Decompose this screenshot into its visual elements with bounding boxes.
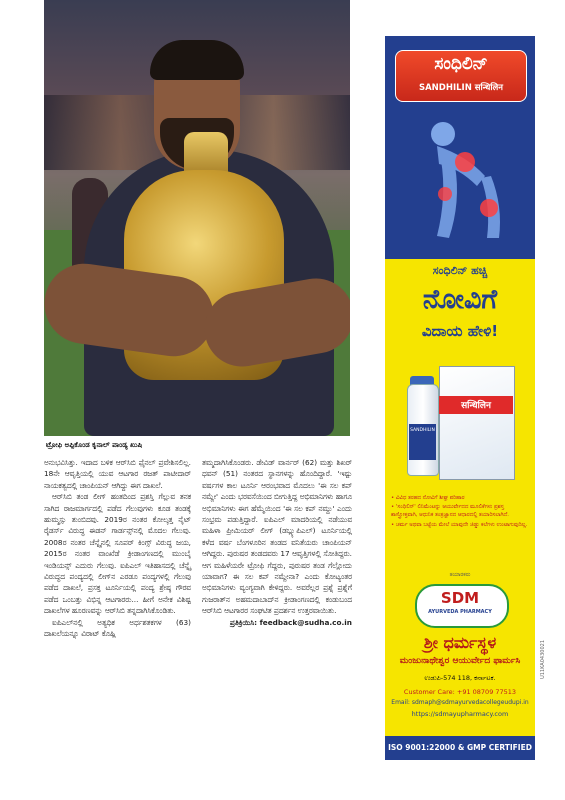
ad-top-panel — [385, 36, 535, 259]
paragraph: ಅನುಭವಿಸಿತ್ತು. ಇದಾದ ಬಳಿಕ ಆರ್‌ಸಿಬಿ ಫೈನಲ್ ಪ್ರವೇಶಿಸಲಿಲ್ಲ. 18ನೇ ಆವೃತ್ತಿಯಲ್ಲಿ ಯುವ ಆಟಗಾರ ರಜತ್ ಪಾಟೀದಾರ್ ನಾಯಕತ್ವದಲ್ಲಿ ಚಾಂಪಿಯನ್ ಆಗಿದ್ದು ಈಗ ದಾಖಲೆ. — [44, 458, 191, 490]
ad-headline-big: ನೋವಿಗೆ — [422, 284, 498, 315]
maker-label: ತಯಾರಕರು — [449, 572, 471, 578]
ad-headline-small: ಸಂಧಿಲಿನ್ ಹಚ್ಚಿ — [432, 264, 488, 277]
ad-headline-sub: ವಿದಾಯ ಹೇಳಿ! — [421, 322, 499, 340]
sdm-logo-subtext: AYURVEDA PHARMACY — [428, 609, 492, 615]
ad-code: U11KA0430021 — [540, 640, 546, 679]
pharmacy-name-line2: ಮಂಜುನಾಥೇಶ್ವರ ಆಯುರ್ವೇದ ಫಾರ್ಮಸಿ — [399, 656, 521, 666]
pharmacy-name: ಶ್ರೀ ಧರ್ಮಸ್ಥಳ — [423, 633, 497, 652]
customer-care: Customer Care: +91 08709 77513 — [403, 688, 517, 696]
ad-bullet: • ವಿವಿಧ ತರಹದ ನೋವಿಗೆ ಶೀಘ್ರ ಪರಿಹಾರ — [391, 495, 465, 501]
paragraph: ಆರ್‌ಸಿಬಿ ತಂಡ ಲೀಗ್ ಹಂತದಿಂದ ಪ್ರಶಸ್ತಿ ಗೆಲ್ಲುವ ತನಕ ಸಾಗಿದ ರಾಜಮಾರ್ಗದಲ್ಲಿ ಪಡೆದ ಗೆಲುವುಗಳು ಕೂಡ ತಂಡಕ್ಕೆ ಹುಮ್ಮಸ್ಸು ತುಂಬಿದವು. 2019ರ ನಂತರ ಕೋಲ್ಕತ್ತ ನೈಟ್ ರೈಡರ್ಸ್ ವಿರುದ್ಧ ಈಡನ್ ಗಾರ್ಡನ್ಸ್‌ನಲ್ಲಿ ಮೊದಲ ಗೆಲುವು. 2008ರ ನಂತರ ಚೆನ್ನೈನಲ್ಲಿ ಸೂಪರ್ ಕಿಂಗ್ಸ್ ವಿರುದ್ಧ ಜಯ, 2015ರ ನಂತರ ವಾಂಖೆಡೆ ಕ್ರೀಡಾಂಗಣದಲ್ಲಿ ಮುಂಬೈ ಇಂಡಿಯನ್ಸ್ ಎದುರು ಗೆಲುವು. ಐಪಿಎಲ್ ಇತಿಹಾಸದಲ್ಲಿ ಚೆನ್ನೈ ವಿರುದ್ಧದ ಪಂದ್ಯದಲ್ಲಿ ಲೀಗ್‌ನ ಎರಡೂ ಪಂದ್ಯಗಳಲ್ಲಿ ಗೆಲುವು ಪಡೆದ ದಾಖಲೆ, ಪ್ರಸಕ್ತ ಟೂರ್ನಿಯಲ್ಲಿ ಪಂದ್ಯ ಶ್ರೇಷ್ಠ ಗೌರವ ಪಡೆದ ಒಂಬತ್ತು ವಿಭಿನ್ನ ಆಟಗಾರರು... ಹೀಗೆ ಅನೇಕ ವಿಶಿಷ್ಟ ದಾಖಲೆಗಳ ಹೂರಣವನ್ನು ಆರ್‌ಸಿಬಿ ತನ್ನದಾಗಿಸಿಕೊಂಡಿತು. — [44, 492, 191, 616]
paragraph: ತಮ್ಮದಾಗಿಸಿಕೊಂಡರು. ಡೇವಿಡ್ ವಾರ್ನರ್ (62) ಮತ್ತು ಶಿಖರ್ ಧವನ್ (51) ನಂತರದ ಸ್ಥಾನಗಳನ್ನು ಹೊಂದಿದ್ದಾರೆ. 'ಇಷ್ಟು ವರ್ಷಗಳ ಕಾಲ ಟೂರ್ನಿ ಆರಂಭವಾದ ಮೊದಲು 'ಈ ಸಲ ಕಪ್ ನಮ್ದೇ' ಎಂದು ಭರವಸೆಯಿಂದ ಬೀಗುತ್ತಿದ್ದ ಅಭಿಮಾನಿಗಳು ಹಾಗೂ ಅಭಿಮಾನಿಗಳು ಈಗ ಹೆಮ್ಮೆಯಿಂದ 'ಈ ಸಲ ಕಪ್ ನಮ್ದು' ಎಂದು ಸಂಭ್ರಮ ಪಡುತ್ತಿದ್ದಾರೆ. ಐಪಿಎಲ್ ಮಾದರಿಯಲ್ಲಿ ನಡೆಯುವ ಮಹಿಳಾ ಪ್ರೀಮಿಯರ್ ಲೀಗ್ (ಡಬ್ಲ್ಯುಪಿಎಲ್) ಟೂರ್ನಿಯಲ್ಲಿ ಕಳೆದ ವರ್ಷ ಬೆಂಗಳೂರಿನ ತಂಡದ ವನಿತೆಯರು ಚಾಂಪಿಯನ್ ಆಗಿದ್ದರು. ಪುರುಷರ ತಂಡದವರು 17 ಆವೃತ್ತಿಗಳಲ್ಲಿ ಸೋತಿದ್ದರು. ಆಗ ಮಹಿಳೆಯರೇ ಟ್ರೋಫಿ ಗೆದ್ದರು, ಪುರುಷರ ತಂಡ ಗೆಲ್ಲೋದು ಯಾವಾಗ? ಈ ಸಲ ಕಪ್ ನಮ್ದೇನಾ? ಎಂದು ಕೋಟ್ಯಂತರ ಅಭಿಮಾನಿಗಳು ವ್ಯಂಗ್ಯವಾಗಿ ಕೇಳಿದ್ದರು. ಅವರೆಲ್ಲರ ಪ್ರಶ್ನೆ ಪ್ರಶ್ನೆಗೆ ಗುಜರಾತ್‌ನ ಅಹಮದಾಬಾದ್‌ನ ಕ್ರೀಡಾಂಗಣದಲ್ಲಿ ಕಂಡುಬಂದ ಆರ್‌ಸಿಬಿ ಆಟಗಾರರ ಸಂಘಟಿತ ಪ್ರದರ್ಶನ ಉತ್ತರವಾಯಿತು. — [202, 458, 352, 616]
brand-logo — [395, 50, 527, 102]
brand-name-kannada: ಸಂಧಿಲಿನ್ — [434, 54, 488, 74]
article-left-column — [44, 457, 191, 640]
sdm-logo-text: SDM — [440, 589, 480, 607]
feedback-email[interactable]: feedback@sudha.co.in — [259, 617, 352, 627]
advertisement[interactable] — [385, 36, 535, 760]
feedback-label: ಪ್ರತಿಕ್ರಿಯಿಸಿ: — [229, 617, 258, 627]
article-photo — [44, 0, 350, 436]
product-box — [439, 366, 515, 480]
photo-caption: ಟ್ರೋಫಿ ಅಪ್ಪಿಕೊಂಡ ಕೃನಾಲ್ ಪಾಂಡ್ಯ ಖುಷಿ — [46, 441, 143, 449]
pharmacy-website[interactable]: https://sdmayupharmacy.com — [411, 710, 509, 718]
pain-body-illustration — [407, 116, 517, 246]
feedback-line — [202, 617, 352, 628]
player-hair — [150, 40, 244, 80]
pharmacy-email[interactable]: Email: sdmaph@sdmayurvedacollegeudupi.in — [391, 699, 529, 706]
bottle-label-text: SANDHILIN — [410, 428, 435, 433]
ad-bullet: • ಚರ್ಮ ಅಥವಾ ಬಟ್ಟೆಯ ಮೇಲೆ ಯಾವುದೇ ಜಿಡ್ಡು ಕಲೆಗಳು ಉಂಟಾಗುವುದಿಲ್ಲ. — [391, 521, 528, 528]
article-right-column — [202, 457, 352, 628]
brand-name-english: SANDHILIN सन्धिलिन — [418, 83, 504, 93]
ad-bullet-list — [391, 494, 531, 530]
iso-banner: ISO 9001:22000 & GMP CERTIFIED — [385, 736, 535, 760]
paragraph: ಐಪಿಎಲ್‌ನಲ್ಲಿ ಅತ್ಯಧಿಕ ಅರ್ಧಶತಕಗಳ (63) ದಾಖಲೆಯನ್ನೂ ವಿರಾಟ್ ಕೊಹ್ಲಿ — [44, 617, 191, 639]
pharmacy-address: ಉಡುಪಿ-574 118, ಕರ್ನಾಟಕ. — [424, 674, 496, 682]
ad-bullet: • 'ಸಂಧಿಲಿನ್' ಲಿನಿಮೆಂಟನ್ನು ಆಯುರ್ವೇದದ ಮೂಲಿಕೆಗಳು ಪ್ರಶಸ್ತ ಶಾಸ್ತ್ರೋಕ್ತವಾಗಿ, ಆಧುನಿಕ ತಂತ್ರಜ್ಞಾನದ ಆಧಾರದಲ್ಲಿ ತಯಾರಿಸಲಾಗಿದೆ. — [391, 504, 509, 519]
product-box-name: सन्धिलिन — [461, 401, 491, 411]
bottle-label — [409, 424, 436, 460]
